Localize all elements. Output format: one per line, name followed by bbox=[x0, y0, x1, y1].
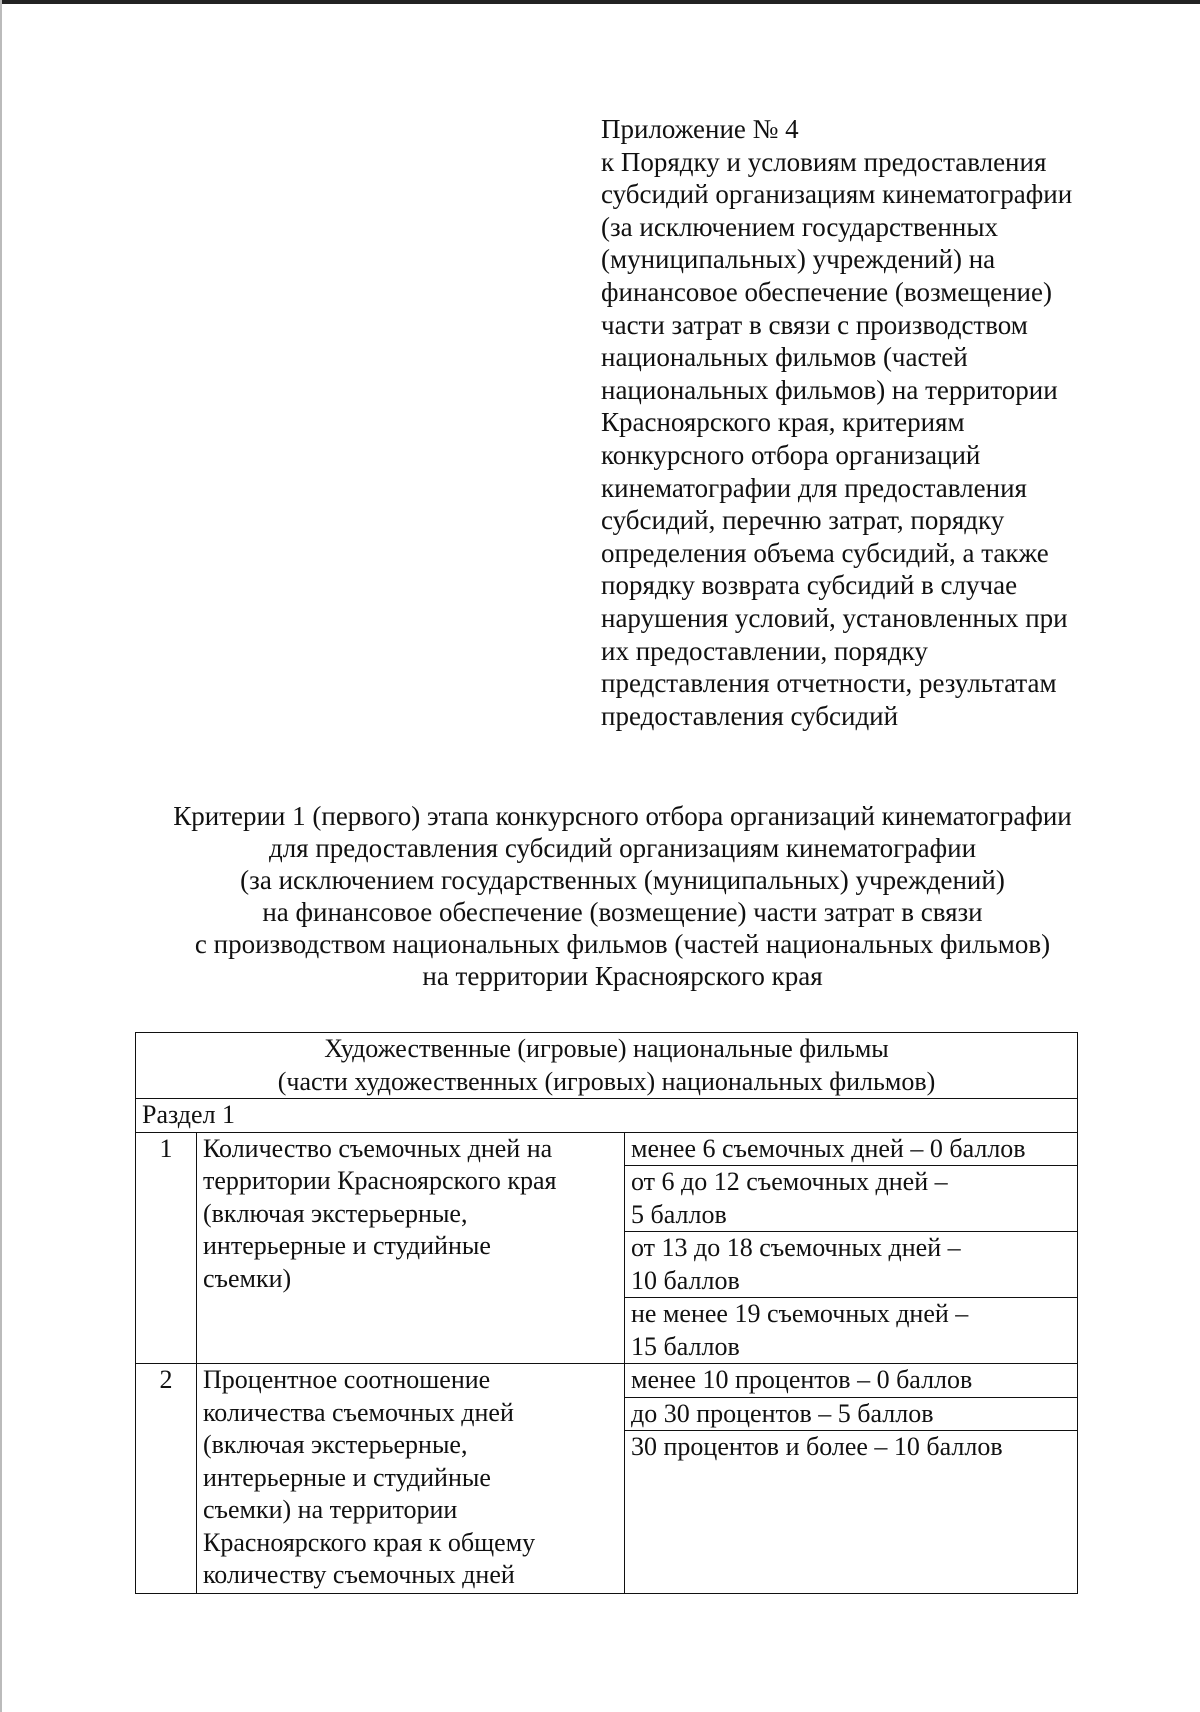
criterion-name bbox=[197, 1132, 625, 1364]
criterion-number: 1 bbox=[136, 1132, 197, 1364]
appendix-line: кинематографии для предоставления bbox=[601, 472, 1027, 503]
appendix-line: (за исключением государственных bbox=[601, 211, 998, 242]
criterion-name-line: территории Красноярского края bbox=[203, 1166, 557, 1195]
section-row bbox=[136, 1099, 1078, 1133]
title-line: на территории Красноярского края bbox=[422, 961, 823, 991]
appendix-line: конкурсного отбора организаций bbox=[601, 439, 981, 470]
option-line: 5 баллов bbox=[631, 1199, 727, 1229]
criterion-name-line: интерьерные и студийные bbox=[203, 1462, 491, 1492]
option-line: 30 процентов и более – 10 баллов bbox=[631, 1432, 1003, 1461]
criterion-option bbox=[625, 1397, 1078, 1431]
table-row bbox=[136, 1132, 1078, 1166]
appendix-line: части затрат в связи с производством bbox=[601, 309, 1028, 340]
title-line: с производством национальных фильмов (частей национальных фильмов) bbox=[194, 929, 1051, 959]
section-label: Раздел 1 bbox=[136, 1099, 1078, 1133]
appendix-line: определения объема субсидий, а также bbox=[601, 537, 1049, 568]
appendix-line: к Порядку и условиям предоставления bbox=[601, 146, 1047, 177]
scan-edge-top bbox=[0, 0, 1200, 4]
criterion-name-line: интерьерные и студийные bbox=[203, 1231, 491, 1260]
criterion-option bbox=[625, 1364, 1078, 1398]
option-line: от 6 до 12 съемочных дней – bbox=[631, 1167, 948, 1196]
appendix-line: субсидий организациям кинематографии bbox=[601, 179, 1073, 210]
criteria-table bbox=[135, 1032, 1078, 1594]
appendix-line: Красноярского края, критериям bbox=[601, 407, 965, 438]
scan-edge-left bbox=[0, 0, 2, 1712]
appendix-line: финансовое обеспечение (возмещение) bbox=[601, 276, 1052, 307]
table-header-row bbox=[136, 1033, 1078, 1099]
title-line: на финансовое обеспечение (возмещение) части затрат в связи bbox=[262, 897, 983, 927]
table-row bbox=[136, 1364, 1078, 1398]
option-line: менее 6 съемочных дней – 0 баллов bbox=[631, 1133, 1026, 1163]
title-line: для предоставления субсидий организациям кинематографии bbox=[268, 833, 977, 863]
appendix-line: субсидий, перечню затрат, порядку bbox=[601, 505, 1005, 536]
appendix-line: представления отчетности, результатам bbox=[601, 668, 1057, 699]
criterion-name-line: количеству съемочных дней bbox=[203, 1560, 515, 1589]
appendix-line: Приложение № 4 bbox=[601, 114, 799, 144]
appendix-line: их предоставлении, порядку bbox=[601, 635, 928, 666]
criterion-name-line: Красноярского края к общему bbox=[203, 1527, 536, 1557]
criterion-name-line: Процентное соотношение bbox=[203, 1365, 491, 1394]
criterion-option bbox=[625, 1431, 1078, 1594]
criterion-name-line: (включая экстерьерные, bbox=[203, 1198, 468, 1228]
appendix-line: (муниципальных) учреждений) на bbox=[601, 244, 996, 275]
option-line: 15 баллов bbox=[631, 1331, 740, 1361]
criterion-name-line: количества съемочных дней bbox=[203, 1397, 514, 1427]
appendix-line: национальных фильмов) на территории bbox=[601, 374, 1058, 405]
header-line-1: Художественные (игровые) национальные фильмы bbox=[324, 1034, 889, 1063]
criterion-name-line: Количество съемочных дней на bbox=[203, 1133, 553, 1163]
title-line: Критерии 1 (первого) этапа конкурсного отбора организаций кинематографии bbox=[173, 801, 1072, 831]
criterion-option bbox=[625, 1232, 1078, 1298]
option-line: 10 баллов bbox=[631, 1265, 740, 1295]
appendix-line: порядку возврата субсидий в случае bbox=[601, 570, 1018, 601]
criteria-title bbox=[100, 800, 1145, 992]
criterion-name-line: (включая экстерьерные, bbox=[203, 1430, 468, 1459]
appendix-heading bbox=[601, 113, 1121, 732]
option-line: до 30 процентов – 5 баллов bbox=[631, 1398, 934, 1428]
criterion-name bbox=[197, 1364, 625, 1594]
criterion-option bbox=[625, 1298, 1078, 1364]
criterion-number: 2 bbox=[136, 1364, 197, 1594]
criterion-name-line: съемки) на территории bbox=[203, 1495, 458, 1524]
appendix-line: нарушения условий, установленных при bbox=[601, 602, 1068, 633]
criterion-name-line: съемки) bbox=[203, 1263, 292, 1293]
appendix-line: национальных фильмов (частей bbox=[601, 342, 968, 373]
appendix-line: предоставления субсидий bbox=[601, 700, 899, 731]
header-line-2: (части художественных (игровых) национальных фильмов) bbox=[277, 1066, 936, 1096]
title-line: (за исключением государственных (муниципальных) учреждений) bbox=[240, 865, 1005, 895]
option-line: не менее 19 съемочных дней – bbox=[631, 1299, 969, 1328]
table-header-cell bbox=[136, 1033, 1078, 1099]
option-line: от 13 до 18 съемочных дней – bbox=[631, 1233, 961, 1262]
criterion-option bbox=[625, 1166, 1078, 1232]
criterion-option bbox=[625, 1132, 1078, 1166]
option-line: менее 10 процентов – 0 баллов bbox=[631, 1365, 973, 1394]
